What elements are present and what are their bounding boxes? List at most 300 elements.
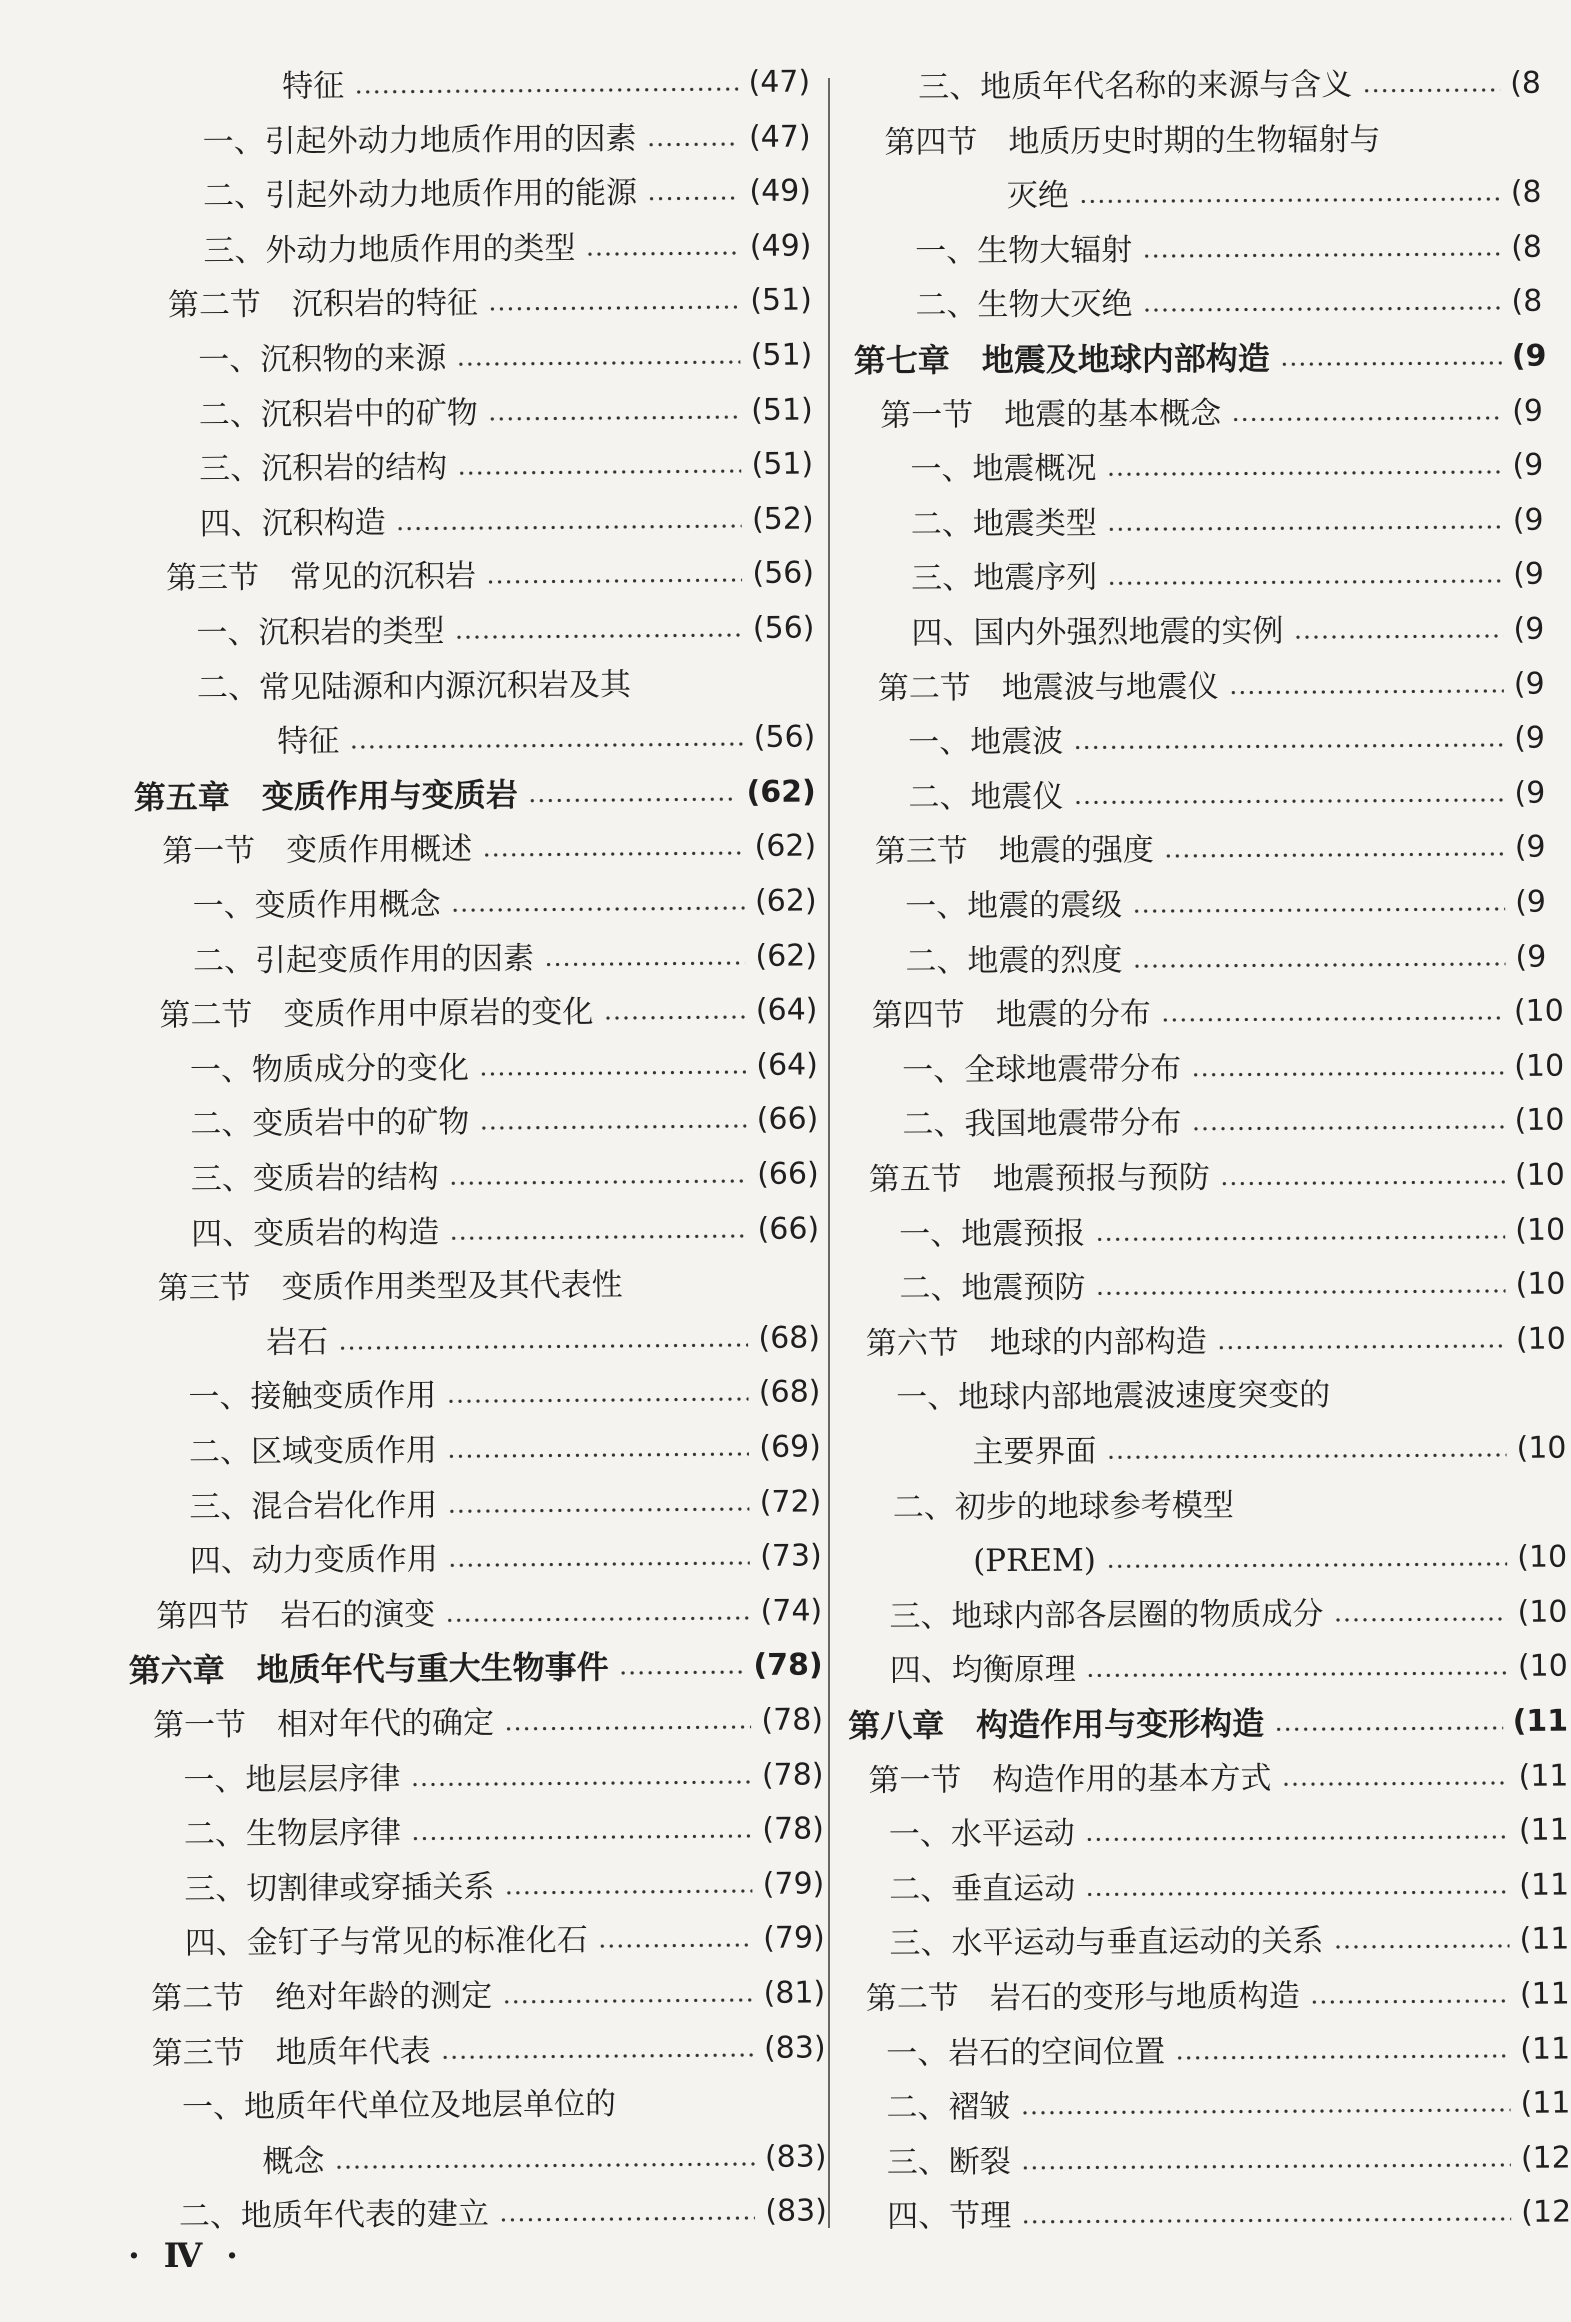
toc-entry-page: (68) xyxy=(758,1374,821,1411)
toc-entry-page: (62) xyxy=(755,938,818,974)
toc-entry-page: (78) xyxy=(761,1702,824,1738)
toc-entry-page: (78) xyxy=(761,1757,824,1793)
column-divider xyxy=(828,78,830,2228)
dot-leader xyxy=(1107,579,1503,585)
toc-entry-item xyxy=(115,1150,819,1204)
toc-entry-title: 四、金钉子与常见的标准化石 xyxy=(184,1922,588,1962)
toc-entry-section xyxy=(119,1696,823,1750)
toc-entry-item xyxy=(844,1042,1564,1094)
toc-entry-page: (56) xyxy=(753,719,816,756)
toc-entry-item xyxy=(843,879,1563,931)
toc-entry-title: 一、生物大辐射 xyxy=(915,232,1133,270)
toc-entry-page: (10 xyxy=(1515,1321,1566,1357)
toc-entry-title: 第三节 常见的沉积岩 xyxy=(165,558,477,597)
toc-entry-item xyxy=(851,2189,1571,2241)
toc-entry-section xyxy=(848,1752,1568,1804)
toc-entry-title: 第一节 相对年代的确定 xyxy=(152,1705,495,1744)
toc-entry-title: 二、我国地震带分布 xyxy=(902,1105,1182,1144)
toc-entry-chapter xyxy=(112,768,816,822)
toc-entry-section xyxy=(838,114,1558,166)
dot-leader xyxy=(457,469,741,475)
toc-entry-title: 四、动力变质作用 xyxy=(189,1541,438,1580)
toc-entry-title: 二、变质岩中的矿物 xyxy=(190,1104,470,1143)
toc-entry-item xyxy=(839,223,1559,275)
toc-entry-item xyxy=(838,60,1558,112)
toc-entry-page: (12 xyxy=(1521,2194,1571,2231)
toc-entry-section xyxy=(850,1971,1570,2023)
toc-entry-title: 第三节 变质作用类型及其代表性 xyxy=(157,1267,623,1307)
dot-leader xyxy=(479,1124,746,1130)
toc-entry-title: 二、生物大灭绝 xyxy=(915,286,1133,324)
dot-leader xyxy=(335,2162,755,2169)
toc-entry-page: (51) xyxy=(751,446,814,483)
toc-entry-item xyxy=(847,1479,1567,1531)
toc-entry-page: (9 xyxy=(1511,338,1547,374)
toc-entry-title: 一、全球地震带分布 xyxy=(902,1050,1182,1089)
toc-entry-title: 第五章 变质作用与变质岩 xyxy=(133,775,518,817)
toc-entry-section xyxy=(113,987,817,1041)
toc-entry-section xyxy=(840,387,1560,439)
toc-entry-title: 四、均衡原理 xyxy=(889,1651,1076,1690)
toc-entry-title: 一、沉积物的来源 xyxy=(198,340,447,379)
toc-entry-title: 第八章 构造作用与变形构造 xyxy=(848,1704,1265,1745)
toc-entry-page: (11 xyxy=(1519,1976,1570,2012)
toc-entry-title: 二、常见陆源和内源沉积岩及其 xyxy=(196,666,632,706)
toc-entry-page: (62) xyxy=(754,828,817,865)
dot-leader xyxy=(633,1288,748,1293)
toc-entry-title: 特征 xyxy=(282,68,345,105)
toc-entry-title: 岩石 xyxy=(265,1324,329,1361)
dot-leader xyxy=(396,524,742,531)
toc-entry-title: 第二节 沉积岩的特征 xyxy=(167,285,479,324)
dot-leader xyxy=(1229,689,1504,695)
toc-entry-page: (64) xyxy=(755,992,818,1029)
toc-entry-page: (79) xyxy=(763,1920,825,1957)
toc-entry-page: (62) xyxy=(754,883,817,919)
toc-entry-title: 第二节 岩石的变形与地质构造 xyxy=(865,1978,1300,2017)
dot-leader xyxy=(1362,88,1500,93)
toc-entry-page: (78) xyxy=(762,1811,825,1848)
toc-entry-page: (12 xyxy=(1520,2140,1571,2176)
toc-entry-title: 一、地层层序律 xyxy=(183,1760,401,1799)
toc-entry-title: 第四节 岩石的演变 xyxy=(156,1596,436,1635)
toc-entry-item xyxy=(108,331,812,385)
dot-leader xyxy=(451,906,745,912)
toc-entry-page: (51) xyxy=(750,337,813,373)
toc-entry-item xyxy=(112,877,816,931)
toc-entry-item xyxy=(111,659,815,713)
toc-entry-page: (51) xyxy=(750,282,813,319)
toc-entry-item xyxy=(845,1261,1565,1313)
toc-entry-item xyxy=(847,1588,1567,1640)
toc-entry-title: 主要界面 xyxy=(972,1433,1097,1471)
toc-entry-title: 第二节 地震波与地震仪 xyxy=(877,668,1219,707)
toc-entry-title: 第二节 变质作用中原岩的变化 xyxy=(159,994,594,1034)
toc-entry-page: (10 xyxy=(1517,1648,1568,1685)
toc-entry-section xyxy=(842,660,1562,712)
toc-entry-item xyxy=(106,113,810,167)
dot-leader xyxy=(1310,1999,1510,2004)
dot-leader xyxy=(1334,1617,1508,1622)
toc-entry-page: (10 xyxy=(1516,1430,1567,1466)
dot-leader xyxy=(1021,2217,1511,2224)
toc-entry-title: 一、变质作用概念 xyxy=(192,886,441,925)
dot-leader xyxy=(1164,852,1505,858)
dot-leader xyxy=(1142,306,1501,312)
toc-entry-title: 一、引起外动力地质作用的因素 xyxy=(202,120,637,160)
dot-leader xyxy=(411,1834,752,1841)
dot-leader xyxy=(447,1507,749,1513)
toc-entry-item xyxy=(849,1807,1569,1859)
toc-entry-page: (51) xyxy=(751,392,813,428)
toc-entry-section xyxy=(844,988,1564,1040)
dot-leader xyxy=(1293,634,1503,639)
dot-leader xyxy=(338,1343,748,1350)
toc-entry-page: (9 xyxy=(1515,939,1547,975)
toc-entry-sub xyxy=(839,169,1559,221)
toc-entry-title: 二、沉积岩中的矿物 xyxy=(198,394,478,433)
toc-entry-chapter xyxy=(840,333,1560,385)
toc-entry-page: (74) xyxy=(760,1593,823,1629)
toc-entry-chapter xyxy=(118,1642,822,1696)
toc-entry-item xyxy=(120,1860,824,1914)
toc-entry-title: 第六章 地质年代与重大生物事件 xyxy=(128,1648,609,1691)
toc-entry-title: 三、切割律或穿插关系 xyxy=(184,1868,495,1908)
toc-entry-title: 第五节 地震预报与预防 xyxy=(868,1159,1210,1198)
toc-entry-title: 概念 xyxy=(262,2143,325,2180)
dot-leader xyxy=(502,1998,753,2004)
toc-entry-item xyxy=(846,1370,1566,1422)
toc-entry-item xyxy=(845,1206,1565,1258)
toc-entry-page: (11 xyxy=(1520,2085,1571,2122)
dot-leader xyxy=(454,633,742,639)
dot-leader xyxy=(598,1943,753,1948)
toc-entry-page: (47) xyxy=(748,119,811,155)
toc-entry-page: (9 xyxy=(1513,611,1545,647)
toc-entry-section xyxy=(121,1969,825,2023)
toc-entry-title: (PREM) xyxy=(973,1542,1097,1580)
dot-leader xyxy=(603,1015,745,1020)
toc-entry-page: (83) xyxy=(764,2139,827,2175)
toc-entry-page: (66) xyxy=(757,1156,819,1192)
toc-entry-page: (83) xyxy=(763,2030,826,2066)
toc-entry-page: (49) xyxy=(749,228,812,264)
dot-leader xyxy=(1132,907,1505,913)
toc-entry-page: (69) xyxy=(759,1429,822,1465)
dot-leader xyxy=(1085,1835,1509,1842)
toc-entry-item xyxy=(840,442,1560,494)
toc-entry-item xyxy=(107,222,811,276)
toc-entry-title: 三、地球内部各层圈的物质成分 xyxy=(889,1595,1324,1635)
dot-leader xyxy=(1133,962,1506,968)
toc-entry-item xyxy=(849,1916,1569,1968)
toc-entry-item xyxy=(113,932,817,986)
toc-entry-title: 二、引起变质作用的因素 xyxy=(192,940,535,979)
toc-entry-title: 三、混合岩化作用 xyxy=(189,1487,438,1525)
toc-entry-sub xyxy=(846,1425,1566,1477)
toc-entry-title: 三、变质岩的结构 xyxy=(190,1159,439,1198)
toc-entry-page: (8 xyxy=(1511,284,1543,320)
toc-entry-page: (68) xyxy=(758,1320,821,1356)
toc-entry-page: (10 xyxy=(1517,1594,1568,1630)
toc-entry-title: 二、初步的地球参考模型 xyxy=(892,1487,1234,1526)
toc-entry-item xyxy=(848,1643,1568,1695)
toc-entry-page: (11 xyxy=(1520,2031,1571,2067)
dot-leader xyxy=(1085,1890,1509,1897)
toc-entry-page: (10 xyxy=(1514,1102,1565,1139)
toc-entry-page: (64) xyxy=(756,1047,819,1083)
toc-entry-sub xyxy=(116,1314,820,1368)
toc-entry-title: 三、沉积岩的结构 xyxy=(199,449,448,488)
dot-leader xyxy=(1161,1016,1504,1022)
toc-entry-item xyxy=(850,2025,1570,2077)
toc-entry-chapter xyxy=(848,1698,1568,1750)
toc-entry-sub xyxy=(122,2133,826,2187)
toc-entry-item xyxy=(109,495,813,549)
toc-entry-page: (78) xyxy=(753,1647,823,1684)
dot-leader xyxy=(1106,1562,1507,1568)
toc-entry-sub xyxy=(847,1534,1567,1586)
toc-entry-page: (52) xyxy=(751,501,814,537)
toc-entry-item xyxy=(841,551,1561,603)
toc-entry-title: 二、垂直运动 xyxy=(889,1870,1076,1908)
dot-leader xyxy=(445,1616,750,1622)
toc-entry-title: 一、地震预报 xyxy=(899,1215,1086,1253)
dot-leader xyxy=(1175,2054,1510,2060)
toc-entry-title: 二、生物层序律 xyxy=(183,1814,402,1853)
toc-entry-title: 一、地质年代单位及地层单位的 xyxy=(181,2086,617,2126)
dot-leader xyxy=(499,2216,755,2222)
dot-leader xyxy=(626,2107,754,2112)
dot-leader xyxy=(354,87,738,94)
toc-entry-title: 四、沉积构造 xyxy=(199,504,386,543)
toc-entry-section xyxy=(845,1152,1565,1204)
toc-entry-page: (8 xyxy=(1510,174,1542,211)
toc-entry-title: 二、地震预防 xyxy=(899,1269,1086,1307)
toc-entry-page: (9 xyxy=(1513,557,1545,593)
toc-entry-item xyxy=(851,2134,1571,2186)
toc-entry-item xyxy=(123,2188,827,2242)
toc-entry-title: 一、水平运动 xyxy=(888,1815,1075,1853)
toc-entry-section xyxy=(121,2024,825,2078)
dot-leader xyxy=(349,742,743,749)
toc-entry-title: 第二节 绝对年龄的测定 xyxy=(151,1978,493,2017)
toc-entry-item xyxy=(109,386,813,440)
toc-entry-title: 二、引起外动力地质作用的能源 xyxy=(202,175,638,215)
dot-leader xyxy=(1107,1453,1507,1459)
toc-entry-page: (10 xyxy=(1514,1048,1565,1084)
toc-entry-item xyxy=(841,606,1561,658)
dot-leader xyxy=(449,1179,747,1185)
dot-leader xyxy=(1334,1944,1510,1949)
dot-leader xyxy=(1280,361,1502,366)
toc-entry-page: (11 xyxy=(1519,1921,1570,1958)
dot-leader xyxy=(449,1234,747,1240)
toc-entry-item xyxy=(122,2079,826,2133)
toc-entry-item xyxy=(116,1369,820,1423)
toc-entry-page: (11 xyxy=(1519,1867,1570,1903)
toc-entry-page: (10 xyxy=(1515,1266,1566,1303)
toc-entry-item xyxy=(109,441,813,495)
toc-entry-item xyxy=(118,1533,822,1587)
toc-entry-page: (11 xyxy=(1518,1758,1569,1794)
toc-entry-page: (79) xyxy=(762,1866,825,1902)
toc-entry-item xyxy=(843,933,1563,985)
dot-leader xyxy=(1217,1344,1506,1350)
dot-leader xyxy=(1096,1289,1506,1296)
toc-entry-page: (73) xyxy=(760,1538,822,1575)
toc-entry-sub xyxy=(111,714,815,768)
dot-leader xyxy=(1244,1508,1509,1514)
toc-entry-title: 第一节 地震的基本概念 xyxy=(880,395,1222,434)
toc-entry-title: 四、变质岩的构造 xyxy=(191,1214,440,1252)
toc-entry-item xyxy=(842,769,1562,821)
dot-leader xyxy=(448,1561,750,1567)
toc-entry-title: 一、地球内部地震波速度突变的 xyxy=(896,1377,1331,1417)
toc-entry-item xyxy=(850,2080,1570,2132)
toc-entry-item xyxy=(119,1751,823,1805)
dot-leader xyxy=(585,251,739,256)
dot-leader xyxy=(411,1780,752,1787)
dot-leader xyxy=(1274,1726,1503,1731)
dot-leader xyxy=(1073,743,1504,750)
dot-leader xyxy=(1340,1398,1508,1403)
toc-entry-title: 三、地震序列 xyxy=(911,559,1098,597)
toc-entry-item xyxy=(839,278,1559,330)
toc-entry-title: 三、外动力地质作用的类型 xyxy=(203,230,576,270)
toc-entry-item xyxy=(121,1915,825,1969)
toc-entry-page: (9 xyxy=(1512,447,1544,484)
toc-entry-section xyxy=(118,1587,822,1641)
toc-entry-page: (8 xyxy=(1511,229,1543,265)
toc-entry-item xyxy=(841,496,1561,548)
toc-entry-title: 第七章 地震及地球内部构造 xyxy=(853,339,1270,380)
dot-leader xyxy=(1142,252,1501,258)
toc-entry-title: 二、地震仪 xyxy=(908,778,1064,816)
dot-leader xyxy=(1107,470,1503,476)
toc-entry-sub xyxy=(106,58,810,112)
toc-entry-page: (81) xyxy=(763,1975,826,2011)
toc-entry-item xyxy=(115,1205,819,1259)
dot-leader xyxy=(479,1070,746,1076)
toc-entry-section xyxy=(115,1260,819,1314)
dot-leader xyxy=(488,415,741,421)
toc-entry-title: 三、地质年代名称的来源与含义 xyxy=(918,66,1353,106)
dot-leader xyxy=(486,578,742,584)
toc-entry-title: 第一节 构造作用的基本方式 xyxy=(868,1759,1272,1799)
toc-entry-page: (9 xyxy=(1513,666,1545,702)
dot-leader xyxy=(447,1397,749,1403)
dot-leader xyxy=(641,688,743,693)
toc-entry-title: 一、地震的震级 xyxy=(905,887,1123,925)
toc-entry-page: (8 xyxy=(1510,65,1542,101)
toc-entry-item xyxy=(110,604,814,658)
toc-entry-item xyxy=(120,1806,824,1860)
toc-entry-page: (9 xyxy=(1515,884,1547,920)
toc-entry-page: (9 xyxy=(1512,393,1544,429)
dot-leader xyxy=(619,1670,744,1675)
toc-entry-title: 一、地震波 xyxy=(908,723,1064,761)
toc-entry-page: (56) xyxy=(752,610,815,646)
toc-entry-title: 灭绝 xyxy=(1006,177,1069,215)
toc-entry-title: 二、地震类型 xyxy=(910,505,1097,543)
toc-entry-title: 一、地震概况 xyxy=(910,450,1097,488)
toc-entry-title: 一、沉积岩的类型 xyxy=(196,613,445,652)
dot-leader xyxy=(647,142,739,147)
toc-entry-title: 第四节 地震的分布 xyxy=(871,996,1151,1034)
dot-leader xyxy=(544,961,745,967)
toc-entry-page: (66) xyxy=(757,1211,820,1247)
dot-leader xyxy=(488,305,740,311)
toc-entry-item xyxy=(117,1423,821,1477)
dot-leader xyxy=(1220,1180,1505,1186)
toc-entry-title: 二、褶皱 xyxy=(886,2089,1011,2126)
toc-entry-item xyxy=(844,1097,1564,1149)
dot-leader xyxy=(1095,1235,1505,1242)
toc-entry-page: (9 xyxy=(1512,502,1544,538)
toc-entry-title: 四、节理 xyxy=(887,2198,1012,2236)
toc-entry-page: (72) xyxy=(759,1484,822,1520)
dot-leader xyxy=(441,2053,754,2059)
toc-entry-page: (11 xyxy=(1518,1812,1569,1849)
toc-entry-item xyxy=(117,1478,821,1532)
toc-entry-item xyxy=(842,715,1562,767)
toc-entry-section xyxy=(108,277,812,331)
toc-entry-title: 一、物质成分的变化 xyxy=(189,1049,470,1089)
toc-entry-title: 特征 xyxy=(277,723,340,760)
toc-left-column xyxy=(106,58,828,2235)
toc-entry-item xyxy=(107,168,811,222)
dot-leader xyxy=(1074,798,1505,805)
toc-entry-page: (47) xyxy=(748,64,811,100)
toc-entry-page: (66) xyxy=(756,1101,819,1138)
dot-leader xyxy=(1021,2108,1511,2115)
toc-entry-section xyxy=(110,550,814,604)
toc-entry-page: (49) xyxy=(749,173,812,210)
dot-leader xyxy=(1390,143,1500,148)
toc-entry-page: (10 xyxy=(1517,1539,1568,1576)
toc-entry-page: (62) xyxy=(746,774,816,810)
dot-leader xyxy=(447,1452,749,1458)
toc-entry-title: 三、水平运动与垂直运动的关系 xyxy=(889,1923,1324,1963)
dot-leader xyxy=(1079,197,1501,204)
toc-entry-page: (9 xyxy=(1514,775,1546,811)
toc-entry-page: (10 xyxy=(1513,993,1564,1030)
dot-leader xyxy=(1086,1671,1508,1678)
toc-entry-title: 二、地震的烈度 xyxy=(905,941,1123,980)
toc-entry-section xyxy=(843,824,1563,876)
toc-entry-title: 第四节 地质历史时期的生物辐射与 xyxy=(884,121,1381,161)
toc-entry-page: (9 xyxy=(1514,720,1546,757)
toc-entry-page: (83) xyxy=(765,2193,828,2230)
toc-entry-title: 二、地质年代表的建立 xyxy=(178,2196,490,2235)
toc-entry-title: 三、断裂 xyxy=(886,2143,1011,2181)
toc-entry-title: 一、接触变质作用 xyxy=(188,1377,437,1416)
toc-right-column xyxy=(838,60,1571,2236)
toc-entry-title: 第三节 地质年代表 xyxy=(151,2033,431,2072)
toc-entry-title: 四、国内外强烈地震的实例 xyxy=(911,613,1284,652)
dot-leader xyxy=(1107,525,1503,531)
toc-entry-page: (11 xyxy=(1512,1703,1569,1739)
toc-entry-page: (10 xyxy=(1515,1212,1566,1248)
dot-leader xyxy=(504,1725,751,1731)
dot-leader xyxy=(482,851,744,857)
toc-entry-item xyxy=(114,1041,818,1095)
toc-entry-page: (56) xyxy=(752,555,815,592)
dot-leader xyxy=(504,1889,752,1895)
dot-leader xyxy=(456,360,740,366)
dot-leader xyxy=(1191,1071,1504,1077)
